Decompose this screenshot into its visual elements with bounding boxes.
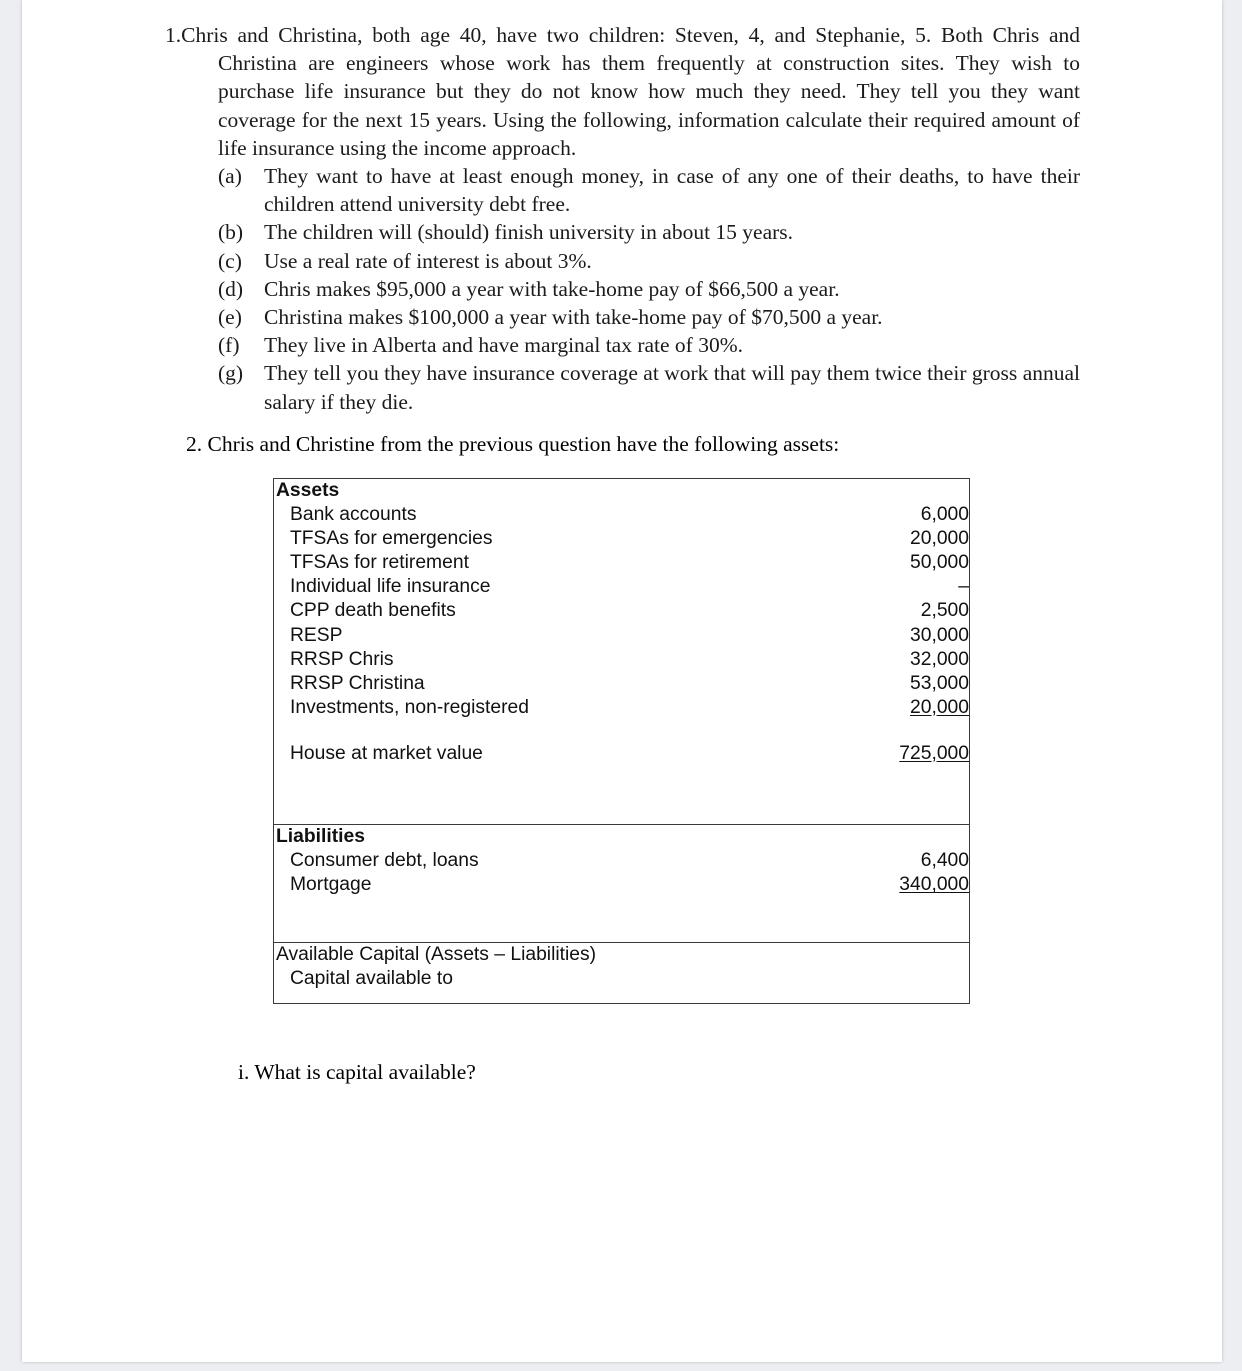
table-row — [274, 696, 969, 720]
list-item-text: Chris makes $95,000 a year with take-home pay of $66,500 a year. — [264, 276, 840, 301]
question-1-number: 1. — [165, 23, 182, 47]
list-item — [218, 218, 1080, 246]
table-spacer — [274, 720, 969, 742]
list-item — [218, 275, 1080, 303]
row-value: 32,000 — [910, 648, 969, 670]
document-page — [22, 0, 1222, 1362]
document-body — [165, 21, 1080, 416]
question-2-paragraph: 2. Chris and Christine from the previous question have the following assets: — [186, 432, 840, 456]
balance-sheet-table — [273, 478, 970, 1004]
row-value: – — [958, 576, 969, 598]
row-value: 340,000 — [899, 874, 969, 896]
row-label: Available Capital (Assets – Liabilities) — [276, 944, 597, 966]
list-item-text: They tell you they have insurance coverage at work that will pay them twice their gross annual salary if they die. — [264, 361, 1080, 414]
list-item-label: (b) — [218, 220, 244, 245]
liabilities-header-row — [274, 825, 969, 849]
table-row — [274, 551, 969, 575]
row-label: Investments, non-registered — [290, 696, 529, 718]
final-question: i. What is capital available? — [238, 1059, 476, 1084]
list-item-text: The children will (should) finish university in about 15 years. — [264, 220, 794, 245]
row-value: 2,500 — [920, 600, 969, 622]
list-item-label: (a) — [218, 164, 242, 189]
list-item-label: (d) — [218, 276, 244, 301]
list-item — [218, 331, 1080, 359]
liabilities-section — [274, 824, 969, 942]
table-row — [274, 527, 969, 551]
table-spacer — [274, 992, 969, 1003]
table-row — [274, 599, 969, 623]
row-label: TFSAs for emergencies — [290, 528, 493, 550]
assets-section — [274, 479, 969, 824]
question-1-sub-list — [165, 162, 1080, 416]
row-label: Individual life insurance — [290, 576, 491, 598]
table-spacer — [274, 897, 969, 942]
question-1-text: Chris and Christina, both age 40, have two children: Steven, 4, and Stephanie, 5. Both Chris and Christina are engineers whose work has them frequently at construction sites. They wish to purchase life insurance but they do not know how much they need. They tell you they want coverage for the next 15 years. Using the following, information calculate their required amount of life insurance using the income approach. — [181, 23, 1080, 160]
row-value: 20,000 — [910, 528, 969, 550]
table-row-house — [274, 742, 969, 766]
list-item-text: Use a real rate of interest is about 3%. — [264, 248, 592, 273]
list-item-label: (e) — [218, 305, 242, 330]
row-value: 6,000 — [920, 504, 969, 526]
row-label: Mortgage — [290, 874, 372, 896]
list-item-text: They live in Alberta and have marginal tax rate of 30%. — [264, 333, 744, 358]
list-item-text: They want to have at least enough money, in case of any one of their deaths, to have their children attend university debt free. — [264, 164, 1080, 217]
table-row — [274, 648, 969, 672]
table-row — [274, 873, 969, 897]
list-item-label: (f) — [218, 333, 240, 358]
row-value: 20,000 — [910, 696, 969, 718]
summary-section — [274, 942, 969, 1002]
row-value: 53,000 — [910, 672, 969, 694]
row-value: 725,000 — [899, 742, 969, 764]
row-label: Bank accounts — [290, 504, 417, 526]
row-value: 30,000 — [910, 624, 969, 646]
list-item — [218, 162, 1080, 218]
list-item-label: (g) — [218, 361, 244, 386]
table-spacer — [274, 766, 969, 824]
list-item — [218, 359, 1080, 415]
row-value: 6,400 — [920, 850, 969, 872]
liabilities-header-label: Liabilities — [276, 826, 365, 848]
table-row — [274, 849, 969, 873]
table-row-capital-available-to — [274, 967, 969, 991]
row-label: House at market value — [290, 742, 483, 764]
question-1-paragraph — [165, 21, 1080, 162]
list-item-label: (c) — [218, 248, 242, 273]
row-label: RRSP Christina — [290, 672, 425, 694]
list-item-text: Christina makes $100,000 a year with take-home pay of $70,500 a year. — [264, 305, 883, 330]
row-label: Consumer debt, loans — [290, 850, 479, 872]
assets-header-label: Assets — [276, 480, 340, 501]
row-value: 50,000 — [910, 552, 969, 574]
list-item — [218, 247, 1080, 275]
table-row-available-capital — [274, 943, 969, 967]
table-row — [274, 575, 969, 599]
row-label: RESP — [290, 624, 343, 646]
list-item — [218, 303, 1080, 331]
row-label: RRSP Chris — [290, 648, 394, 670]
table-row — [274, 503, 969, 527]
table-row — [274, 624, 969, 648]
table-row — [274, 672, 969, 696]
question-1-block — [165, 21, 1080, 416]
row-label: TFSAs for retirement — [290, 552, 469, 574]
row-label: CPP death benefits — [290, 600, 456, 622]
row-label: Capital available to — [290, 968, 453, 990]
assets-header-row — [274, 479, 969, 503]
